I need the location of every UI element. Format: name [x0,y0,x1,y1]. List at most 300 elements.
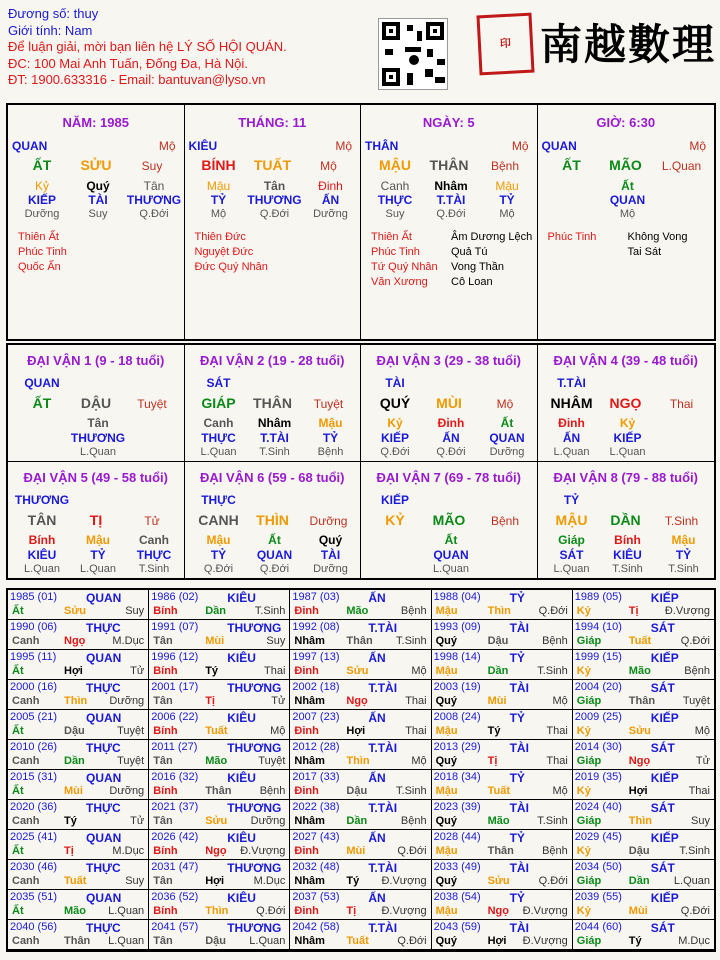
year-branch: Dậu [487,635,509,647]
year-cell [149,650,290,680]
year-stem: Canh [12,635,40,647]
heavenly-stem: ẤT [562,157,581,173]
year-label: 1997 (13) [292,651,340,663]
year-label: 2044 (60) [574,921,622,933]
year-state: Đ.Vượng [381,875,427,887]
year-label: 2016 (32) [151,771,199,783]
dai-van-hidden-state: Q.Đới [380,446,410,458]
year-state: Bệnh [684,665,710,677]
year-label: 2035 (51) [10,891,58,903]
year-stem: Canh [12,935,40,947]
year-god: THỰC [86,681,121,695]
dai-van-hidden-stem: Bính [614,532,641,547]
year-label: 1988 (04) [433,591,481,603]
year-branch: Hợi [346,725,366,737]
dai-van-branch: THÌN [256,511,289,528]
year-state: Tử [271,695,286,707]
pillar-stem-state: Mộ [511,139,529,153]
year-god: THỰC [86,801,121,815]
contact-line: Để luận giải, mời bạn liên hệ LÝ SỐ HỘI QUÁN. [8,39,287,54]
hidden-stem: Mậu [495,179,519,193]
hidden-stem: Ất [621,179,634,193]
year-state: Thai [405,725,427,737]
year-label: 1993 (09) [433,621,481,633]
dai-van-stem: GIÁP [201,395,236,411]
dai-van-hidden-god: KIẾP [380,431,409,445]
year-label: 1992 (08) [292,621,340,633]
year-stem: Ất [12,785,24,797]
year-state: Bệnh [259,785,286,797]
dai-van-branch: TỊ [89,511,103,528]
year-state: Suy [125,605,145,617]
year-cell [432,590,573,620]
year-cell [432,800,573,830]
hidden-stem: Kỷ [34,179,49,193]
year-branch: Tị [64,845,74,857]
year-cell [290,710,431,740]
dai-van-cell [538,462,715,579]
year-label: 2026 (42) [151,831,199,843]
year-stem: Tân [153,875,173,887]
dai-van-stem: CANH [198,511,239,528]
year-god: TÀI [509,681,529,695]
dai-van-hidden-god: ẤN [442,431,460,445]
year-label: 2041 (57) [151,921,199,933]
year-state: L.Quan [249,935,286,947]
year-branch: Tuất [205,725,228,737]
dai-van-hidden-state: L.Quan [553,562,590,575]
hidden-stem: Tân [143,179,165,193]
year-branch: Mùi [64,785,83,797]
year-stem: Ất [12,605,24,617]
year-state: Đ.Vượng [381,905,427,917]
year-branch: Tý [64,815,77,827]
year-stem: Nhâm [294,755,325,767]
year-stem: Giáp [576,635,602,647]
year-stem: Quý [435,755,457,767]
year-label: 2018 (34) [433,771,481,783]
year-god: T.TÀI [368,621,398,635]
year-label: 2022 (38) [292,801,340,813]
dai-van-stem: MẬU [555,511,588,528]
year-label: 2015 (31) [10,771,58,783]
hidden-god: THƯƠNG [247,193,302,207]
year-label: 2034 (50) [574,861,622,873]
dai-van-god: THƯƠNG [14,492,70,507]
earthly-branch: SỬU [80,157,112,173]
year-cell [8,920,149,950]
year-cell [432,890,573,920]
dai-van-hidden-god: TỶ [322,431,339,445]
year-label: 2003 (19) [433,681,481,693]
year-stem: Đinh [294,905,319,917]
year-god: QUAN [86,771,122,785]
hidden-god: KIẾP [27,193,56,207]
dai-van-hidden-god: THỰC [201,431,236,445]
year-stem: Kỷ [576,845,591,857]
dai-van-stem: TÂN [27,511,57,528]
year-stem: Bính [153,785,178,797]
dai-van-branch: MÙI [436,395,462,411]
year-stem: Giáp [576,695,602,707]
hidden-god: QUAN [609,193,646,207]
dai-van-title: ĐẠI VẬN 2 (19 - 28 tuổi) [200,353,345,368]
year-cell [290,890,431,920]
year-cell [290,650,431,680]
year-label: 2039 (55) [574,891,622,903]
dai-van-god: QUAN [24,376,60,390]
brand-title: 南越數理 [540,20,717,69]
year-state: Tuyệt [117,725,145,737]
year-state: Thai [688,785,710,797]
year-branch: Tuất [346,935,369,947]
year-god: ẤN [368,831,386,845]
dai-van-hidden-god: KIÊU [613,547,642,562]
dai-van-cell [8,462,185,579]
stars-left [18,230,67,275]
year-god: THỰC [86,741,121,755]
dai-van-hidden-stem: Kỷ [387,416,403,430]
year-state: Q.Đới [680,905,710,917]
year-god: THƯƠNG [227,681,282,695]
year-label: 2001 (17) [151,681,199,693]
year-branch: Dậu [346,785,368,797]
year-state: Bệnh [400,605,427,617]
year-cell [573,650,714,680]
dai-van-hidden-state: L.Quan [553,446,590,458]
year-state: Thai [546,755,568,767]
star-name: Thiên Đức [194,231,246,243]
year-branch: Mão [346,605,369,617]
star-name: Phúc Tinh [18,246,67,258]
dai-van-title: ĐẠI VẬN 8 (79 - 88 tuổi) [553,469,698,485]
year-god: THƯƠNG [227,921,282,935]
year-cell [573,680,714,710]
dai-van-hidden-stem: Kỷ [619,416,636,430]
year-stem: Kỷ [576,905,591,917]
year-state: Đ.Vượng [522,905,568,917]
year-cell [149,770,290,800]
year-stem: Tân [153,755,173,767]
hidden-state: Q.Đới [139,208,169,220]
dai-van-hidden-stem: Mậu [671,532,696,547]
year-cell [8,800,149,830]
year-cell [573,920,714,950]
year-state: Mộ [411,755,427,767]
dai-van-hidden-state: L.Quan [200,446,237,458]
year-label: 1989 (05) [574,591,622,603]
year-god: QUAN [86,891,122,905]
year-branch: Dậu [205,935,226,947]
year-label: 2019 (35) [574,771,622,783]
hidden-state: Dưỡng [313,208,348,220]
year-stem: Kỷ [576,665,591,677]
year-label: 2020 (36) [10,801,58,813]
dai-van-state: Tử [144,513,160,528]
year-god: ẤN [368,591,386,605]
star-name: Vong Thần [451,261,505,273]
year-god: QUAN [86,591,122,605]
year-stem: Ất [12,665,24,677]
pillar-title: NĂM: 1985 [62,115,129,130]
year-god: T.TÀI [368,801,398,815]
year-state: M.Dục [678,935,710,947]
year-label: 2043 (59) [433,921,481,933]
dai-van-cell [185,345,362,462]
hidden-stem: Canh [380,179,410,193]
year-state: Dưỡng [109,695,145,707]
year-stem: Nhâm [294,695,325,707]
earthly-branch: THÂN [429,157,469,173]
star-name: Tứ Quý Nhân [371,261,438,273]
hidden-stem: Mậu [206,179,231,193]
year-cell [149,740,290,770]
dai-van-hidden-stem: Đinh [437,416,465,430]
year-stem: Mậu [435,785,458,797]
heavenly-stem: MẬU [379,157,411,173]
dai-van-hidden-stem: Bính [28,532,56,547]
phone-email-line: ĐT: 1900.633316 - Email: bantuvan@lyso.vn [8,72,266,87]
year-cell [432,740,573,770]
year-branch: Dậu [628,845,650,857]
heavenly-stem: ẤT [32,157,52,173]
year-branch: Tý [628,935,642,947]
dai-van-title: ĐẠI VẬN 1 (9 - 18 tuổi) [27,353,165,368]
year-god: ẤN [368,891,386,905]
year-label: 1999 (15) [574,651,622,663]
year-branch: Ngọ [205,845,227,857]
year-cell [573,740,714,770]
year-god: THƯƠNG [227,861,282,875]
year-stem: Giáp [576,755,602,767]
year-stem: Bính [153,725,178,737]
year-stem: Ất [12,845,24,857]
year-state: Tuyệt [258,755,286,767]
year-god: THỰC [86,861,121,875]
year-branch: Hợi [64,665,83,677]
year-god: THƯƠNG [227,741,282,755]
year-branch: Mùi [487,695,507,707]
year-state: Thai [546,725,568,737]
dai-van-hidden-god: THỰC [136,547,172,562]
pillar-column [361,105,538,339]
year-state: T.Sinh [679,845,710,857]
year-god: TỶ [509,651,525,665]
address-line: ĐC: 100 Mai Anh Tuấn, Đống Đa, Hà Nội. [8,55,248,71]
dai-van-cell [538,345,715,462]
dai-van-hidden-state: T.Sinh [612,562,643,575]
dai-van-god: KIẾP [380,492,409,507]
hidden-god: ẤN [321,193,340,207]
year-god: TÀI [509,921,529,935]
pillar-stem-god: QUAN [541,139,577,153]
year-stem: Tân [153,635,173,647]
year-stem: Nhâm [294,635,325,647]
year-stem: Mậu [435,905,458,917]
year-god: TÀI [509,861,529,875]
year-label: 2033 (49) [433,861,481,873]
dai-van-god: THỰC [201,492,236,507]
year-label: 2038 (54) [433,891,481,903]
year-stem: Nhâm [294,815,325,827]
dai-van-hidden-state: L.Quan [79,446,117,458]
year-branch: Sửu [64,605,87,617]
dai-van-hidden-state: Q.Đới [259,562,290,575]
year-stem: Kỷ [576,605,591,617]
year-branch: Mùi [205,635,225,647]
year-stem: Đinh [294,665,319,677]
year-cell [149,800,290,830]
branch-state: L.Quan [661,159,702,173]
hidden-state: Mộ [619,208,636,220]
year-cell [432,860,573,890]
year-state: M.Dục [253,875,286,887]
year-state: Đ.Vượng [522,935,568,947]
year-label: 2002 (18) [292,681,340,693]
dai-van-hidden-god: QUAN [433,547,469,562]
stars-right [628,230,688,260]
year-god: KIÊU [227,591,256,605]
year-branch: Sửu [487,875,510,887]
year-cell [149,680,290,710]
year-branch: Dần [64,755,85,767]
dai-van-title: ĐẠI VẬN 4 (39 - 48 tuổi) [553,353,698,368]
dai-van-hidden-god: TỶ [210,547,227,562]
dai-van-hidden-stem: Canh [203,416,234,430]
dai-van-god: SÁT [206,376,231,390]
year-branch: Thìn [64,695,88,707]
year-state: Suy [125,875,145,887]
year-state: Q.Đới [538,605,568,617]
dai-van-hidden-god: QUAN [489,431,525,445]
year-branch: Tý [346,875,360,887]
year-state: Mộ [694,725,710,737]
hidden-state: Q.Đới [436,208,466,220]
year-stem: Canh [12,755,40,767]
year-stem: Mậu [435,665,458,677]
branch-state: Mộ [320,159,337,173]
year-stem: Kỷ [576,725,591,737]
dai-van-branch: NGỌ [609,395,642,411]
year-cell [149,920,290,950]
year-cell [149,890,290,920]
pillar-stem-state: Mộ [689,139,706,153]
stars-left [371,230,438,290]
year-stem: Ất [12,905,24,917]
dai-van-hidden-god: SÁT [559,547,584,562]
year-god: KIẾP [650,891,679,905]
star-name: Đức Quý Nhân [194,261,268,273]
year-label: 1995 (11) [10,651,57,663]
year-god: KIÊU [227,711,256,725]
dai-van-title: ĐẠI VẬN 3 (29 - 38 tuổi) [376,353,521,368]
hidden-god: THƯƠNG [126,193,182,207]
dai-van-state: Mộ [496,397,514,411]
year-cell [573,890,714,920]
year-stem: Mậu [435,845,458,857]
year-god: KIẾP [650,711,679,725]
year-stem: Nhâm [294,875,325,887]
dai-van-hidden-stem: Ất [500,416,514,430]
dai-van-hidden-stem: Nhâm [257,416,292,430]
year-stem: Bính [153,845,178,857]
pillar-stem-god: QUAN [12,139,48,153]
year-stem: Tân [153,695,173,707]
dai-van-hidden-state: Q.Đới [436,446,466,458]
dai-van-god: TỶ [563,492,580,507]
year-god: KIÊU [227,771,256,785]
stars-right [451,230,532,290]
star-name: Âm Dương Lệch [451,231,533,243]
year-god: TỶ [509,591,525,605]
star-name: Nguyệt Đức [194,246,254,258]
year-god: ẤN [368,771,386,785]
year-branch: Ngọ [64,635,86,647]
dai-van-hidden-god: T.TÀI [260,431,289,445]
annual-luck-table [6,588,716,952]
pillar-stem-state: Mộ [335,139,352,153]
year-stem: Mậu [435,605,458,617]
year-cell [432,920,573,950]
dai-van-state: T.Sinh [664,513,699,528]
year-branch: Thân [346,635,373,647]
star-name: Không Vong [627,231,688,243]
year-stem: Đinh [294,785,319,797]
year-branch: Tuất [64,875,87,887]
year-cell [8,770,149,800]
year-cell [8,590,149,620]
year-label: 1996 (12) [151,651,199,663]
year-god: TỶ [509,771,525,785]
year-label: 2012 (28) [292,741,340,753]
year-state: Q.Đới [397,845,427,857]
year-state: Mộ [411,665,427,677]
dai-van-state: Bệnh [490,513,520,528]
year-stem: Bính [153,905,178,917]
year-cell [573,770,714,800]
pillar-title: THÁNG: 11 [238,115,307,130]
year-branch: Dần [487,665,509,677]
pillar-title: NGÀY: 5 [422,115,475,130]
earthly-branch: TUẤT [253,157,292,173]
dai-van-stem: ẤT [32,395,52,411]
hidden-state: Suy [88,208,108,220]
year-cell [432,710,573,740]
year-cell [8,740,149,770]
four-pillars-panel [6,103,716,341]
dai-van-panel [6,343,716,580]
year-state: Thai [263,665,286,677]
star-name: Cô Loan [451,276,493,288]
year-state: Dưỡng [109,785,145,797]
year-label: 2009 (25) [574,711,622,723]
dai-van-hidden-stem: Canh [139,532,169,547]
year-state: Tử [130,665,145,677]
pillar-stem-god: THÂN [365,139,399,153]
year-branch: Sửu [628,725,651,737]
year-cell [290,620,431,650]
seal-stamp-icon: 印 [476,13,534,76]
hidden-god: T.TÀI [436,193,466,207]
year-branch: Dần [628,875,650,887]
year-god: THỰC [86,621,121,635]
year-label: 2014 (30) [574,741,622,753]
year-god: SÁT [650,921,675,935]
year-label: 1985 (01) [10,591,58,603]
dai-van-god: TÀI [385,376,405,390]
year-cell [573,590,714,620]
hidden-state: Dưỡng [24,208,60,220]
